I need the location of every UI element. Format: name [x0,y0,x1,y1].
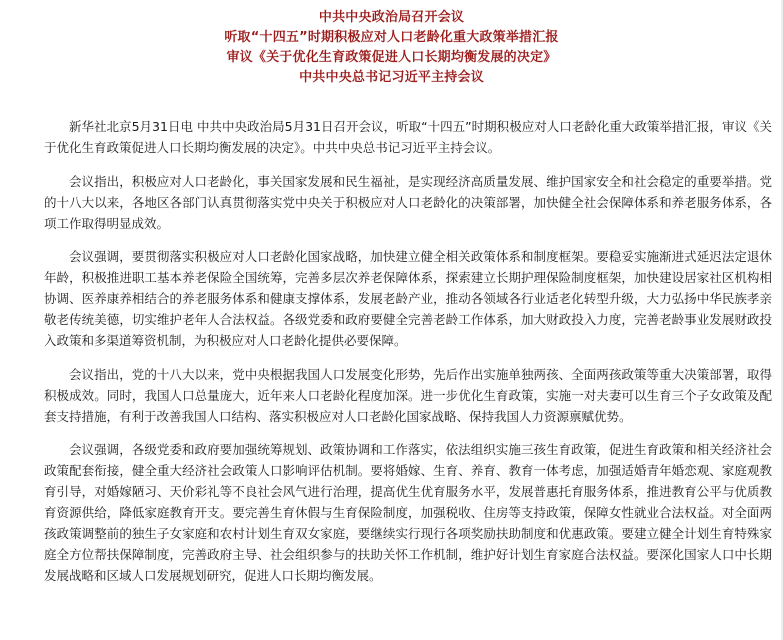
paragraph-2: 会议指出，积极应对人口老龄化，事关国家发展和民生福祉，是实现经济高质量发展、维护国家安全和社会稳定的重要举措。党的十八大以来，各地区各部门认真贯彻落实党中央关于积极应对人口老龄化的决策部署，加快健全社会保障体系和养老服务体系，各项工作取得明显成效。 [44,173,772,231]
paragraph-lead: 新华社北京5月31日电 中共中央政治局5月31日召开会议，听取“十四五”时期积极应对人口老龄化重大政策举措汇报，审议《关于优化生育政策促进人口长期均衡发展的决定》。中共中央总书记习近平主持会议。 [44,119,772,155]
headline-sub-1: 听取“十四五”时期积极应对人口老龄化重大政策举措汇报 [224,30,559,45]
headline-sub-2: 审议《关于优化生育政策促进人口长期均衡发展的决定》 [226,50,557,65]
paragraph-5: 会议强调，各级党委和政府要加强统筹规划、政策协调和工作落实，依法组织实施三孩生育政策，促进生育政策和相关经济社会政策配套衔接，健全重大经济社会政策人口影响评估机制。要将婚嫁、生育、养育、教育一体考虑，加强适婚青年婚恋观、家庭观教育引导，对婚嫁陋习、天价彩礼等不良社会风气进行治理，提高优生优育服务水平，发展普惠托育服务体系，推进教育公平与优质教育资源供给，降低家庭教育开支。要完善生育休假与生育保险制度，加强税收、住房等支持政策，保障女性就业合法权益。对全面两孩政策调整前的独生子女家庭和农村计划生育双女家庭，要继续实行现行各项奖励扶助制度和优惠政策。要建立健全计划生育特殊家庭全方位帮扶保障制度，完善政府主导、社会组织参与的扶助关怀工作机制，维护好计划生育家庭合法权益。要深化国家人口中长期发展战略和区域人口发展规划研究，促进人口长期均衡发展。 [44,442,772,583]
paragraph-3: 会议强调，要贯彻落实积极应对人口老龄化国家战略，加快建立健全相关政策体系和制度框架。要稳妥实施渐进式延迟法定退休年龄，积极推进职工基本养老保险全国统筹，完善多层次养老保障体系，探索建立长期护理保险制度框架，加快建设居家社区机构相协调、医养康养相结合的养老服务体系和健康支撑体系，发展老龄产业，推动各领域各行业适老化转型升级，大力弘扬中华民族孝亲敬老传统美德，切实维护老年人合法权益。各级党委和政府要健全完善老龄工作体系，加大财政投入力度，完善老龄事业发展财政投入政策和多渠道筹资机制，为积极应对人口老龄化提供必要保障。 [44,249,772,348]
article-body [44,116,772,599]
article-headline-block [0,8,783,88]
paragraph-4: 会议指出，党的十八大以来，党中央根据我国人口发展变化形势，先后作出实施单独两孩、全面两孩政策等重大决策部署，取得积极成效。同时，我国人口总量庞大，近年来人口老龄化程度加深。进一步优化生育政策，实施一对夫妻可以生育三个子女政策及配套支持措施，有利于改善我国人口结构、落实积极应对人口老龄化国家战略、保持我国人力资源禀赋优势。 [44,366,772,424]
headline-main: 中共中央政治局召开会议 [318,10,465,25]
headline-sub-3: 中共中央总书记习近平主持会议 [299,70,484,85]
